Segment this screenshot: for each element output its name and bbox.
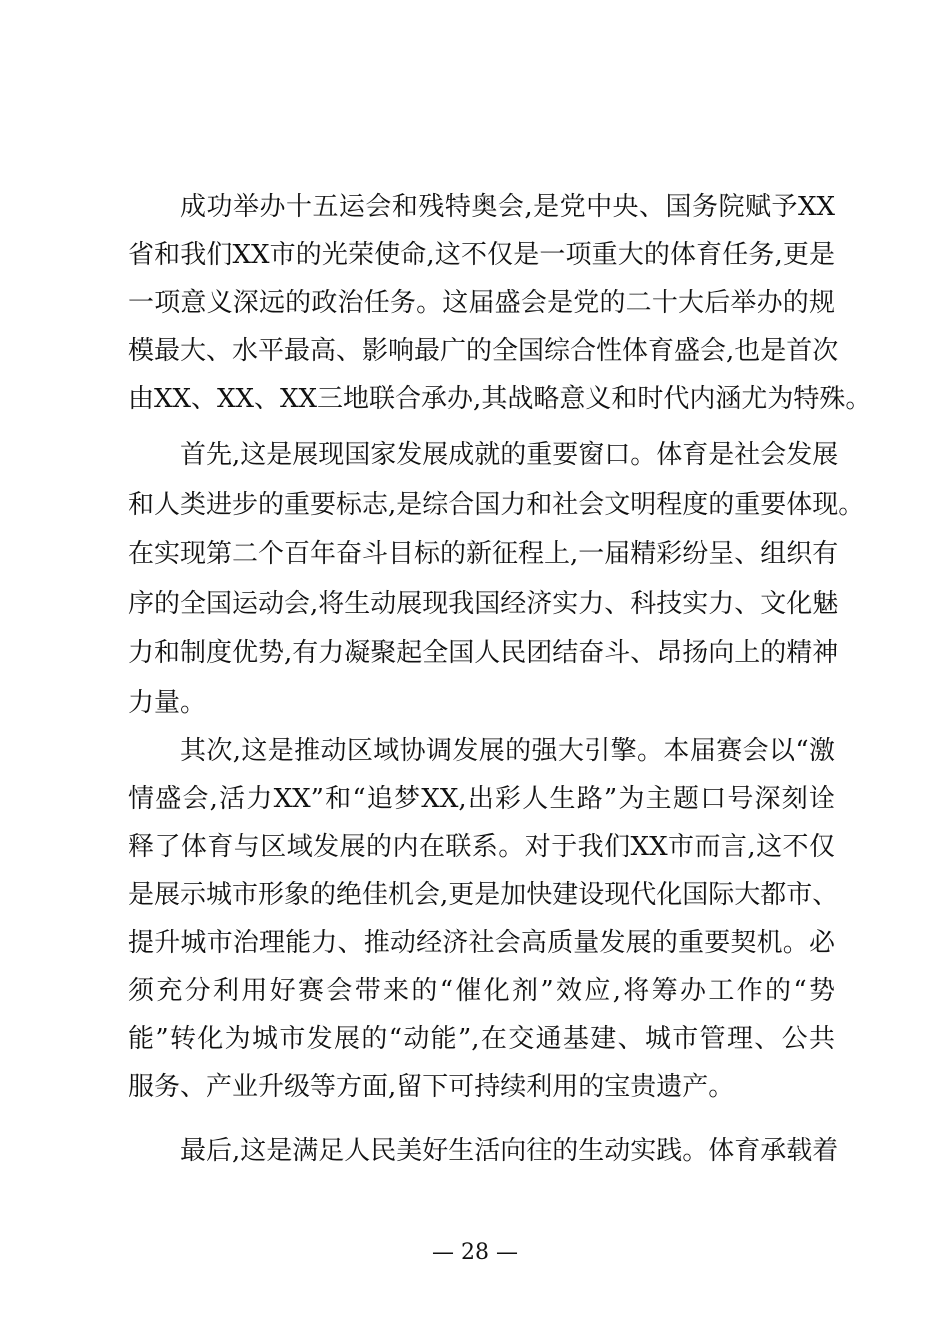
text-line: 在实现第二个百年奋斗目标的新征程上,一届精彩纷呈、组织有 bbox=[128, 539, 839, 569]
text-line: 其次,这是推动区域协调发展的强大引擎。本届赛会以“激 bbox=[180, 736, 835, 766]
text-line: 成功举办十五运会和残特奥会,是党中央、国务院赋予XX bbox=[180, 192, 835, 222]
text-line: 是展示城市形象的绝佳机会,更是加快建设现代化国际大都市、 bbox=[128, 880, 839, 910]
text-line: 省和我们XX市的光荣使命,这不仅是一项重大的体育任务,更是 bbox=[128, 240, 835, 270]
text-line: 力和制度优势,有力凝聚起全国人民团结奋斗、昂扬向上的精神 bbox=[128, 638, 839, 668]
text-line: 力量。 bbox=[128, 688, 207, 718]
text-line: 释了体育与区域发展的内在联系。对于我们XX市而言,这不仅 bbox=[128, 832, 835, 862]
page-number: — 28 — bbox=[432, 1240, 518, 1265]
text-line: 一项意义深远的政治任务。这届盛会是党的二十大后举办的规 bbox=[128, 288, 835, 318]
text-line: 和人类进步的重要标志,是综合国力和社会文明程度的重要体现。 bbox=[128, 490, 865, 520]
text-line: 由XX、XX、XX三地联合承办,其战略意义和时代内涵尤为特殊。 bbox=[128, 384, 872, 414]
text-line: 须充分利用好赛会带来的“催化剂”效应,将筹办工作的“势 bbox=[128, 976, 835, 1006]
text-line: 提升城市治理能力、推动经济社会高质量发展的重要契机。必 bbox=[128, 928, 835, 958]
text-line: 情盛会,活力XX”和“追梦XX,出彩人生路”为主题口号深刻诠 bbox=[128, 784, 835, 814]
text-line: 最后,这是满足人民美好生活向往的生动实践。体育承载着 bbox=[180, 1136, 839, 1166]
text-line: 模最大、水平最高、影响最广的全国综合性体育盛会,也是首次 bbox=[128, 336, 839, 366]
text-line: 首先,这是展现国家发展成就的重要窗口。体育是社会发展 bbox=[180, 440, 839, 470]
text-line: 服务、产业升级等方面,留下可持续利用的宝贵遗产。 bbox=[128, 1072, 735, 1102]
text-line: 能”转化为城市发展的“动能”,在交通基建、城市管理、公共 bbox=[128, 1024, 835, 1054]
text-line: 序的全国运动会,将生动展现我国经济实力、科技实力、文化魅 bbox=[128, 589, 839, 619]
